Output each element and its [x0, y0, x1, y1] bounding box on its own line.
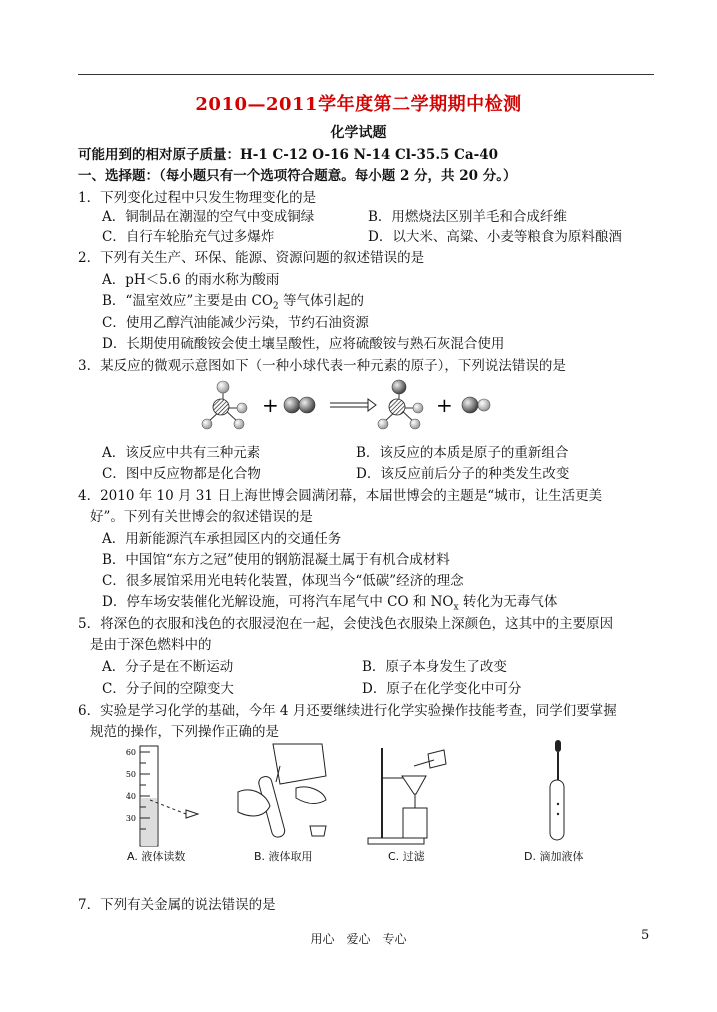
- filtration-setup: [368, 748, 446, 844]
- question-5-option-a: A．分子是在不断运动: [102, 659, 234, 675]
- question-6-stem-line-1: 6．实验是学习化学的基础，今年 4 月还要继续进行化学实验操作技能考查，同学们要掌握: [78, 703, 617, 719]
- question-3-stem: 3．某反应的微观示意图如下（一种小球代表一种元素的原子），下列说法错误的是: [78, 358, 566, 374]
- svg-text:40: 40: [125, 792, 136, 801]
- question-4-stem-line-1: 4．2010 年 10 月 31 日上海世博会圆满闭幕，本届世博会的主题是“城市，让生活更美: [78, 488, 603, 504]
- question-3-option-a: A．该反应中共有三种元素: [102, 445, 261, 461]
- question-3-option-c: C．图中反应物都是化合物: [102, 466, 261, 482]
- footer-motto: 用心 爱心 专心: [310, 932, 407, 946]
- atomic-masses: 可能用到的相对原子质量：H-1 C-12 O-16 N-14 Cl-35.5 Ca-40: [78, 147, 498, 163]
- subject-title: 化学试题: [330, 125, 387, 141]
- question-2-option-a: A．pH＜5.6 的雨水称为酸雨: [102, 272, 280, 288]
- question-1-option-a: A．铜制品在潮湿的空气中变成铜绿: [102, 209, 315, 225]
- question-4-option-d: D．停车场安装催化光解设施，可将汽车尾气中 CO 和 $NO_x$ 转化为无毒气体: [102, 594, 558, 613]
- header-rule: [78, 74, 654, 75]
- question-1-stem: 1．下列变化过程中只发生物理变化的是: [78, 190, 317, 206]
- product-molecule-1: [378, 380, 423, 429]
- lab-operations-figure: [110, 736, 610, 848]
- question-2-option-c: C．使用乙醇汽油能减少污染，节约石油资源: [102, 315, 369, 331]
- question-2-option-b: B．“温室效应”主要是由 $CO_2$ 等气体引起的: [102, 293, 364, 312]
- question-4-stem-line-2: 好”。下列有关世博会的叙述错误的是: [90, 509, 313, 525]
- question-5-option-c: C．分子间的空隙变大: [102, 681, 234, 697]
- dropper-adding-liquid: [550, 740, 564, 840]
- svg-text:60: 60: [125, 748, 136, 757]
- question-5-stem-line-1: 5．将深色的衣服和浅色的衣服浸泡在一起，会使浅色衣服染上深颜色，这其中的主要原因: [78, 616, 614, 632]
- question-1-option-d: D．以大米、高粱、小麦等粮食为原料酿酒: [368, 229, 622, 245]
- question-7-stem: 7．下列有关金属的说法错误的是: [78, 897, 276, 913]
- svg-text:30: 30: [125, 814, 136, 823]
- question-4-option-b: B．中国馆“东方之冠”使用的钢筋混凝土属于有机合成材料: [102, 552, 450, 568]
- question-5-option-d: D．原子在化学变化中可分: [362, 681, 522, 697]
- figure-caption-b: B. 液体取用: [254, 850, 313, 863]
- figure-caption-c: C. 过滤: [388, 850, 425, 863]
- section-heading: 一、选择题：（每小题只有一个选项符合题意。每小题 2 分，共 20 分。）: [78, 168, 517, 184]
- reactant-molecule-1: [202, 381, 247, 429]
- graduated-cylinder-reading: [126, 746, 198, 846]
- question-3-option-b: B．该反应的本质是原子的重新组合: [356, 445, 569, 461]
- question-2-stem: 2．下列有关生产、环保、能源、资源问题的叙述错误的是: [78, 250, 425, 266]
- svg-text:50: 50: [125, 770, 136, 779]
- question-5-option-b: B．原子本身发生了改变: [362, 659, 507, 675]
- page-number: 5: [641, 928, 650, 943]
- question-4-option-c: C．很多展馆采用光电转化装置，体现当今“低碳”经济的理念: [102, 573, 464, 589]
- plus-sign-2: +: [436, 393, 453, 417]
- page-title: 2010—2011学年度第二学期期中检测: [195, 94, 522, 115]
- question-4-option-a: A．用新能源汽车承担园区内的交通任务: [102, 531, 342, 547]
- reactant-molecule-2: [284, 397, 315, 413]
- question-3-option-d: D．该反应前后分子的种类发生改变: [356, 466, 570, 482]
- plus-sign-1: +: [262, 393, 279, 417]
- figure-caption-d: D. 滴加液体: [524, 850, 584, 863]
- reaction-diagram: [190, 378, 520, 436]
- question-6-stem-line-2: 规范的操作，下列操作正确的是: [90, 724, 279, 740]
- figure-caption-a: A. 液体读数: [127, 850, 186, 863]
- question-1-option-c: C．自行车轮胎充气过多爆炸: [102, 229, 275, 245]
- question-5-stem-line-2: 是由于深色燃料中的: [90, 637, 212, 653]
- liquid-pouring: [238, 744, 326, 838]
- question-1-option-b: B．用燃烧法区别羊毛和合成纤维: [368, 209, 567, 225]
- product-molecule-2: [462, 397, 490, 413]
- question-2-option-d: D．长期使用硫酸铵会使土壤呈酸性，应将硫酸铵与熟石灰混合使用: [102, 336, 505, 352]
- reaction-arrow: [330, 399, 376, 411]
